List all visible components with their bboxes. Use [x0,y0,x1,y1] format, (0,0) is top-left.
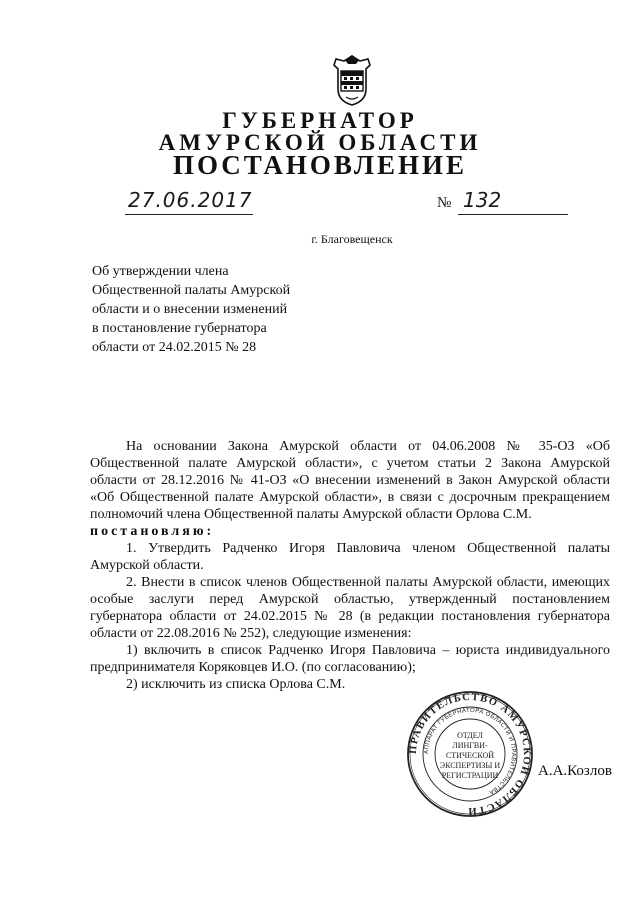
stamp-inner-ring-text: АППАРАТ ГУБЕРНАТОРА ОБЛАСТИ И ПРАВИТЕЛЬСТВА [423,707,517,796]
resolve-word: постановляю: [90,524,215,539]
stamp-outer-ring-text: ПРАВИТЕЛЬСТВО АМУРСКОЙ ОБЛАСТИ [407,691,533,817]
stamp-center-line-4: ЭКСПЕРТИЗЫ И [439,761,501,770]
document-subject: Об утверждении члена Общественной палаты Амурской области и о внесении изменений в постановление губернатора области от 24.02.2015 № 28 [92,264,291,355]
item-2: 2. Внести в список членов Общественной палаты Амурской области, имеющих особые заслуги перед Амурской областью, утвержденный постановлением губернатора области от 24.02.2015 № 28 (в редакции постановления губернатора области от 22.08.2016 № 252), следующие изменения: [90,575,610,641]
item-2-1: 1) включить в список Радченко Игоря Павловича – юриста индивидуального предпринимателя Коряковцев И.О. (по согласованию); [90,643,610,675]
header-region: АМУРСКОЙ ОБЛАСТИ [158,130,482,155]
date-underline [125,214,253,215]
preamble-paragraph: На основании Закона Амурской области от 04.06.2008 № 35-ОЗ «Об Общественной палате Амурской области», с учетом статьи 2 Закона Амурской области от 28.12.2016 № 41-ОЗ «О внесении изменений в Закон Амурской области «Об Общественной палате Амурской области», в связи с досрочным прекращением полномочий члена Общественной палаты Амурской области Орлова С.М. [90,439,610,522]
city-line: г. Благовещенск [311,232,393,246]
item-1: 1. Утвердить Радченко Игоря Павловича членом Общественной палаты Амурской области. [90,541,610,573]
coat-of-arms-emblem [330,55,374,107]
number-label: № [437,195,452,211]
number-underline [458,214,568,215]
handwritten-date: 27.06.2017 [128,188,253,212]
handwritten-number: 132 [463,188,502,212]
stamp-center-line-2: ЛИНГВИ- [452,741,488,750]
document-body [90,438,610,693]
stamp-center-line-3: СТИЧЕСКОЙ [445,751,495,760]
official-stamp [406,690,534,818]
signer-name: А.А.Козлов [538,763,612,779]
item-2-2: 2) исключить из списка Орлова С.М. [126,677,346,692]
stamp-center-line-1: ОТДЕЛ [457,731,483,740]
document-type: ПОСТАНОВЛЕНИЕ [172,150,468,180]
header-title: ГУБЕРНАТОР [222,108,418,133]
stamp-center-line-5: РЕГИСТРАЦИИ [441,771,499,780]
